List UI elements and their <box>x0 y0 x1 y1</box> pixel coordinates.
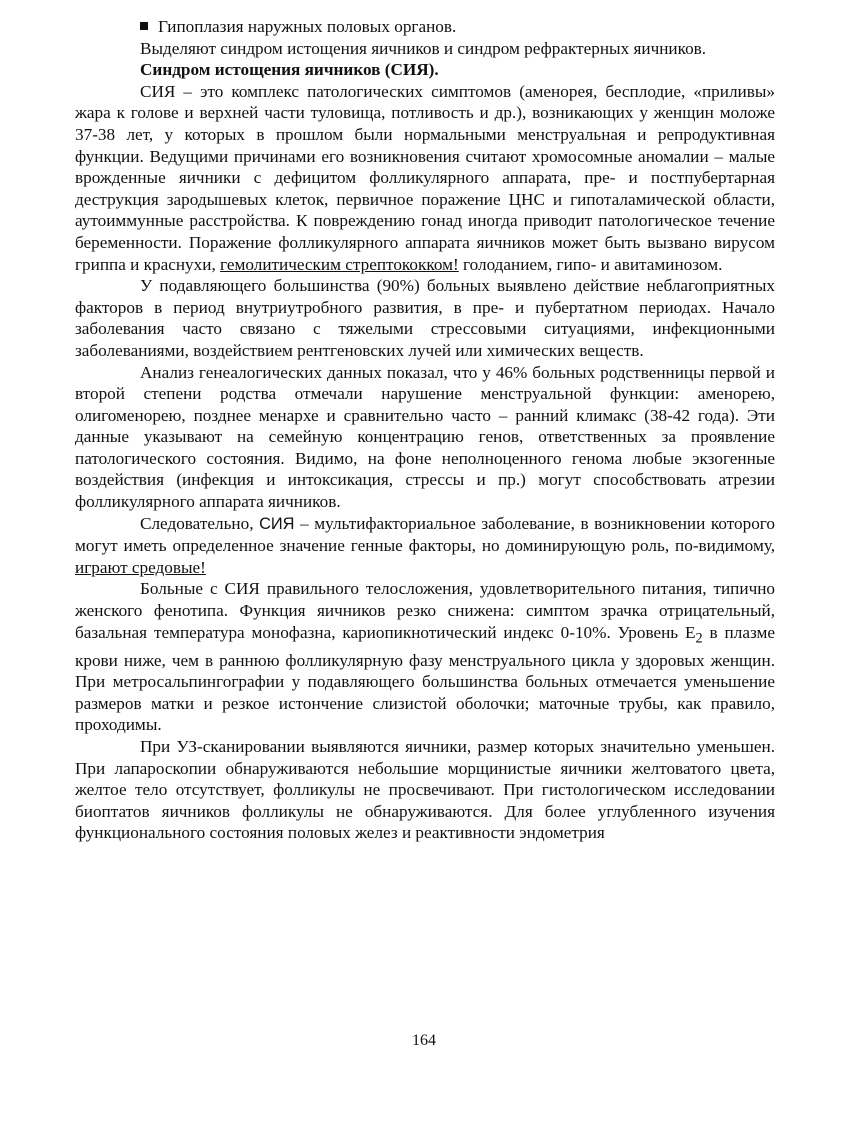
underlined-text: играют средовые! <box>75 557 206 577</box>
paragraph-factors: У подавляющего большинства (90%) больных выявлено действие неблагоприятных факторов в период внутриутробного развития, в пре- и пубертатном периодах. Начало заболевания часто связано с тяжелыми стрессовыми ситуациями, инфекционными заболеваниями, воздействием рентгеновских лучей или химических веществ. <box>75 276 775 360</box>
abbr-text: СИЯ <box>140 81 176 101</box>
intro-paragraph: Выделяют синдром истощения яичников и синдром рефрактерных яичников. <box>140 38 707 58</box>
paragraph-conclusion <box>75 513 775 579</box>
square-bullet-icon <box>140 22 148 30</box>
bullet-item-text: Гипоплазия наружных половых органов. <box>158 17 457 36</box>
section-heading: Синдром истощения яичников (СИЯ). <box>140 60 439 80</box>
abbr-text: СИЯ <box>259 514 295 533</box>
paragraph-genealogy: Анализ генеалогических данных показал, что у 46% больных родственницы первой и второй степени родства отмечали нарушение менструальной функции: аменорею, олигоменорею, позднее менархе и сравнительно часто – ранний климакс (38-42 года). Эти данные указывают на семейную концентрацию генов, ответственных за проявление патологического состояния. Видимо, на фоне неполноценного генома любые экзогенные воздействия (инфекция и интоксикация, стрессы и пр.) могут способствовать атрезии фолликулярного аппарата яичников. <box>75 362 775 512</box>
underlined-text: гемолитическим стрептококком! <box>220 254 459 274</box>
paragraph-text: в плазме крови ниже, чем в раннюю фолликулярную фазу менструального цикла у здоровых женщин. При метросальпингографии у подавляющего большинства больных отмечается уменьшение размеров матки и резкое истончение слизистой оболочки; маточные трубы, как правило, проходимы. <box>75 622 775 735</box>
paragraph-text: Следовательно, <box>140 513 260 533</box>
document-page <box>75 16 775 844</box>
paragraph-patients <box>75 578 775 736</box>
bullet-item <box>75 16 775 38</box>
paragraph-ultrasound: При УЗ-сканировании выявляются яичники, размер которых значительно уменьшен. При лапароскопии обнаруживаются небольшие морщинистые яичники желтоватого цвета, желтое тело отсутствует, фолликулы не просвечивают. При гистологическом исследовании биоптатов яичников фолликулы не обнаруживаются. Для более углубленного изучения функционального состояния половых желез и реактивности эндометрия <box>75 737 775 843</box>
paragraph-text: – мультифакториальное заболевание, в возникновении которого могут иметь определенное значение генные факторы, но доминирующую роль, по-видимому, <box>75 513 775 556</box>
paragraph-definition <box>75 81 775 275</box>
page-number: 164 <box>412 1032 436 1049</box>
subscript-text: 2 <box>695 630 703 647</box>
paragraph-text: Больные с СИЯ правильного телосложения, удовлетворительного питания, типично женского фенотипа. Функция яичников резко снижена: симптом зрачка отрицательный, базальная температура монофазна, кариопикнотический индекс 0-10%. Уровень E <box>75 579 775 642</box>
paragraph-text: – это комплекс патологических симптомов (аменорея, бесплодие, «приливы» жара к голове и верхней части туловища, потливость и др.), возникающих у женщин моложе 37-38 лет, у которых в прошлом были нормальными менструальная и репродуктивная функции. Ведущими причинами его возникновения считают хромосомные аномалии – малые врожденные яичники с дефицитом фолликулярного аппарата, пре- и постпубертарная деструкция зародышевых клеток, первичное поражение ЦНС и гипоталамической области, аутоиммунные расстройства. К повреждению гонад иногда приводит патологическое течение беременности. Поражение фолликулярного аппарата яичников может быть вызвано вирусом гриппа и краснухи, <box>75 81 775 274</box>
paragraph-text: голоданием, гипо- и авитаминозом. <box>458 254 723 274</box>
